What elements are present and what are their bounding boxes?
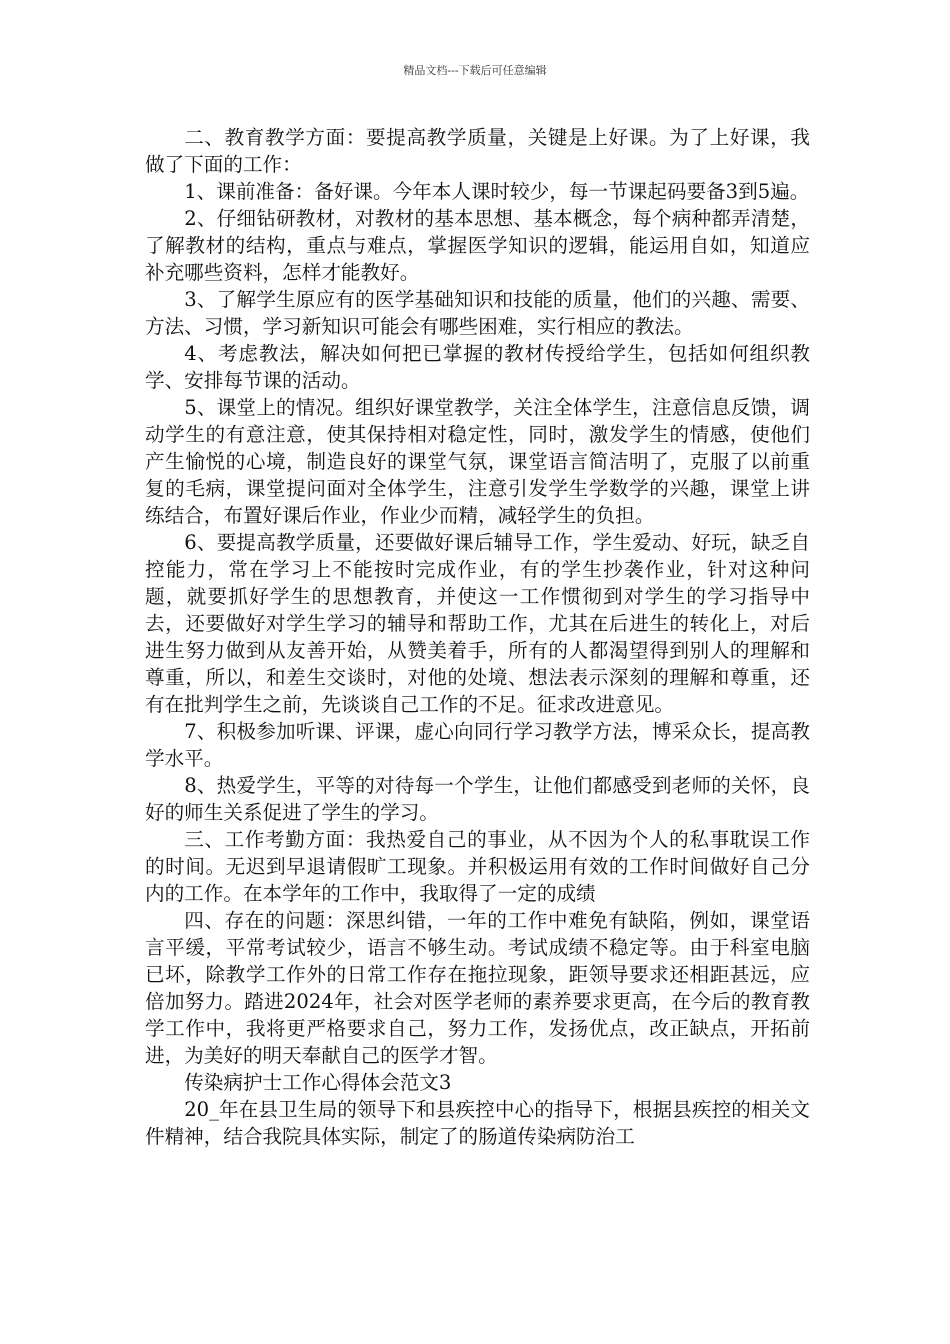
- paragraph-item-6: 6、要提高教学质量，还要做好课后辅导工作，学生爱动、好玩，缺乏自控能力，常在学习上不能按时完成作业，有的学生抄袭作业，针对这种问题，就要抓好学生的思想教育，并使这一工作惯彻到对学生的学习指导中去，还要做好对学生学习的辅导和帮助工作，尤其在后进生的转化上，对后进生努力做到从友善开始，从赞美着手，所有的人都渴望得到别人的理解和尊重，所以，和差生交谈时，对他的处境、想法表示深刻的理解和尊重，还有在批判学生之前，先谈谈自己工作的不足。征求改进意见。: [145, 531, 810, 716]
- paragraph-item-4: 4、考虑教法，解决如何把已掌握的教材传授给学生，包括如何组织教学、安排每节课的活动。: [145, 342, 810, 392]
- section-title: 传染病护士工作心得体会范文3: [184, 1071, 452, 1094]
- paragraph-item-5: 5、课堂上的情况。组织好课堂教学，关注全体学生，注意信息反馈，调动学生的有意注意，使其保持相对稳定性，同时，激发学生的情感，使他们产生愉悦的心境，制造良好的课堂气氛，课堂语言简洁明了，克服了以前重复的毛病，课堂提问面对全体学生，注意引发学生学数学的兴趣，课堂上讲练结合，布置好课后作业，作业少而精，减轻学生的负担。: [145, 396, 810, 527]
- paragraph-problems: 四、存在的问题：深思纠错，一年的工作中难免有缺陷，例如，课堂语言平缓，平常考试较少，语言不够生动。考试成绩不稳定等。由于科室电脑已坏，除教学工作外的日常工作存在拖拉现象，距领导要求还相距甚远，应倍加努力。踏进2024年，社会对医学老师的素养要求更高，在今后的教育教学工作中，我将更严格要求自己，努力工作，发扬优点，改正缺点，开拓前进，为美好的明天奉献自己的医学才智。: [145, 909, 810, 1067]
- paragraph-attendance: 三、工作考勤方面：我热爱自己的事业，从不因为个人的私事耽误工作的时间。无迟到早退请假旷工现象。并积极运用有效的工作时间做好自己分内的工作。在本学年的工作中，我取得了一定的成绩: [145, 828, 810, 905]
- page-header: 精品文档---下载后可任意编辑: [403, 64, 547, 77]
- paragraph-education: 二、教育教学方面：要提高教学质量，关键是上好课。为了上好课，我做了下面的工作：: [145, 126, 810, 176]
- paragraph-item-7: 7、积极参加听课、评课，虚心向同行学习教学方法，博采众长，提高教学水平。: [145, 720, 810, 770]
- document-body: [145, 124, 810, 1150]
- paragraph-item-8: 8、热爱学生，平等的对待每一个学生，让他们都感受到老师的关怀，良好的师生关系促进了学生的学习。: [145, 774, 810, 824]
- paragraph-intro: 20_年在县卫生局的领导下和县疾控中心的指导下，根据县疾控的相关文件精神，结合我院具体实际，制定了的肠道传染病防治工: [145, 1098, 810, 1148]
- paragraph-item-1: 1、课前准备：备好课。今年本人课时较少，每一节课起码要备3到5遍。: [184, 180, 810, 203]
- paragraph-item-3: 3、了解学生原应有的医学基础知识和技能的质量，他们的兴趣、需要、方法、习惯，学习新知识可能会有哪些困难，实行相应的教法。: [145, 288, 810, 338]
- paragraph-item-2: 2、仔细钻研教材，对教材的基本思想、基本概念，每个病种都弄清楚，了解教材的结构，重点与难点，掌握医学知识的逻辑，能运用自如，知道应补充哪些资料，怎样才能教好。: [145, 207, 810, 284]
